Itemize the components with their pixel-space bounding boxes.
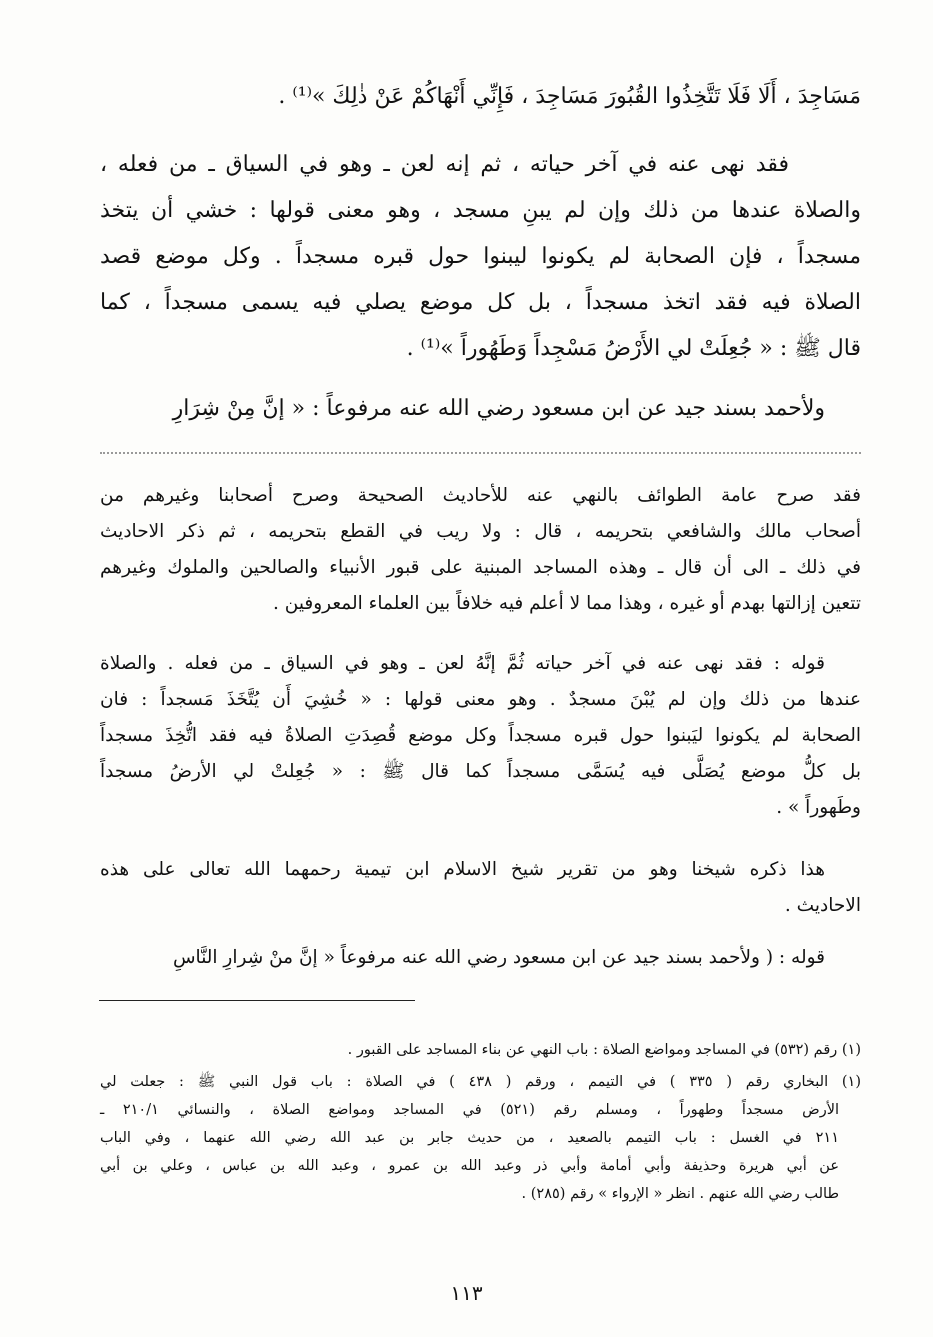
text-line: قوله : فقد نهى عنه في آخر حياته ثُمَّ إنَّهُ لعن ـ وهو في السياق ـ من فعله . والصلاة: [100, 653, 825, 674]
text-line: والصلاة عندها من ذلك وإن لم يبنِ مسجد ، وهو معنى قولها : خشي أن يتخذ: [100, 198, 861, 223]
commentary-c3: [100, 852, 861, 924]
text-line: فقد نهى عنه في آخر حياته ، ثم إنه لعن ـ وهو في السياق ـ من فعله ،: [100, 152, 789, 177]
text-line: الصحابة لم يكونوا ليَبنوا حول قبره مسجداً وكل موضع قُصِدَتِ الصلاةُ فيه فقد اتُّخِذَ مسجداً: [100, 725, 861, 746]
footnote-line: (١) البخاري رقم ( ٣٣٥ ) في التيمم ، ورقم ( ٤٣٨ ) في الصلاة : باب قول النبي ﷺ : جعلت لي: [100, 1074, 862, 1090]
footnote-line: طالب رضي الله عنهم . انظر « الإرواء » رقم (٢٨٥) .: [521, 1186, 839, 1202]
commentary-c4: [100, 940, 861, 976]
page-number: ١١٣: [450, 1281, 483, 1305]
text-line: في ذلك ـ الى أن قال ـ وهذه المساجد المبنية على قبور الأنبياء والصالحين والملوك وغيرهم: [100, 557, 861, 578]
text-line: أصحاب مالك والشافعي بتحريمه ، قال : ولا ريب في القطع بتحريمه ، ثم ذكر الاحاديث: [100, 521, 861, 542]
text-line: قال ﷺ : « جُعِلَتْ لي الأَرْضُ مَسْجِداً وَطَهُوراً »⁽¹⁾ .: [406, 336, 861, 361]
text-line: ولأحمد بسند جيد عن ابن مسعود رضي الله عنه مرفوعاً : « إنَّ مِنْ شِرَارِ: [172, 396, 825, 421]
text-line: هذا ذكره شيخنا وهو من تقرير شيخ الاسلام ابن تيمية رحمهما الله تعالى على هذه: [100, 859, 825, 880]
text-line: الصلاة فيه فقد اتخذ مسجداً ، بل كل موضع يصلي فيه يسمى مسجداً ، كما: [100, 290, 861, 315]
main-text-p3: [100, 386, 861, 432]
main-text-p1: [100, 74, 861, 120]
text-line: وطَهوراً » .: [776, 797, 861, 818]
footnote-rule: [99, 1000, 415, 1001]
footnote-1: [100, 1036, 861, 1064]
text-line: مَسَاجِدَ ، أَلَا فَلَا تَتَّخِذُوا القُبُورَ مَسَاجِدَ ، فَإِنِّي أَنْهَاكُمْ عَنْ ذٰلِكَ »⁽¹⁾ .: [278, 84, 861, 109]
text-line: فقد صرح عامة الطوائف بالنهي عنه للأحاديث الصحيحة وصرح أصحابنا وغيرهم من: [100, 485, 861, 506]
commentary-c1: [100, 478, 861, 622]
commentary-c2: [100, 646, 861, 826]
text-line: تتعين إزالتها بهدم أو غيره ، وهذا مما لا أعلم فيه خلافاً بين العلماء المعروفين .: [272, 593, 861, 614]
footnote-line: (١) رقم (٥٣٢) في المساجد ومواضع الصلاة : باب النهي عن بناء المساجد على القبور .: [347, 1042, 861, 1058]
footnote-line: ٢١١ في الغسل : باب التيمم بالصعيد ، من حديث جابر بن عبد الله رضي الله عنهما ، وفي الباب: [100, 1130, 839, 1146]
text-line: الاحاديث .: [784, 895, 861, 916]
footnote-line: الأرض مسجداً وطهوراً ، ومسلم رقم (٥٢١) في المساجد ومواضع الصلاة ، والنسائي ٢١٠/١ ـ: [100, 1102, 840, 1118]
main-text-p2: [100, 142, 861, 372]
text-line: عندها من ذلك وإن لم يُبْنَ مسجدٌ . وهو معنى قولها : « خُشِيَ أَن يُتَّخَذَ مَسجداً : فان: [100, 689, 861, 710]
text-line: قوله : ( ولأحمد بسند جيد عن ابن مسعود رضي الله عنه مرفوعاً « إنَّ منْ شِرارِ النَّاسِ: [172, 947, 825, 968]
text-line: مسجداً ، فإن الصحابة لم يكونوا ليبنوا حول قبره مسجداً . وكل موضع قصد: [100, 244, 861, 269]
section-divider: [100, 452, 861, 454]
text-line: بل كلُّ موضع يُصَلَّى فيه يُسَمَّى مسجداً كما قال ﷺ : « جُعِلتْ لي الأرضُ مسجداً: [100, 761, 861, 782]
footnote-2: [100, 1068, 861, 1208]
footnote-line: عن أبي هريرة وحذيفة وأبي أمامة وأبي ذر وعبد الله بن عمرو ، وعبد الله بن عباس ، وعلي بن أبي: [100, 1158, 839, 1174]
